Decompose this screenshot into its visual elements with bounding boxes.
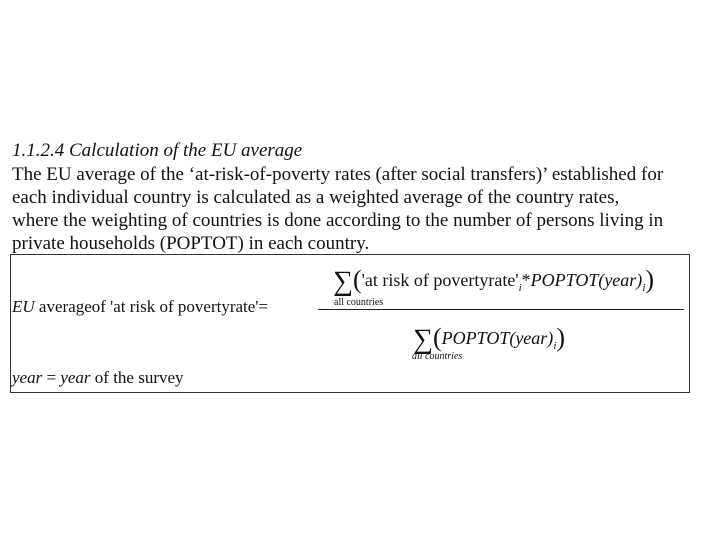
numerator-year: (year) — [598, 270, 643, 290]
sum-symbol: ∑ — [413, 324, 433, 355]
paragraph-line: each individual country is calculated as a weighted average of the country rates, — [12, 187, 620, 208]
footnote-year2: year — [60, 368, 91, 387]
formula-lhs — [12, 297, 268, 317]
close-paren: ) — [556, 323, 566, 352]
numerator-poptot: POPTOT — [530, 270, 599, 290]
numerator-limit: all countries — [334, 297, 384, 308]
formula-footnote — [12, 368, 184, 388]
numerator-times: * — [521, 270, 531, 290]
paragraph-line: The EU average of the ‘at-risk-of-poverty rates (after social transfers)’ established for — [12, 164, 664, 185]
formula-numerator — [333, 262, 655, 297]
open-paren: ( — [432, 323, 442, 352]
formula-lhs-eu: EU — [12, 297, 35, 316]
sum-symbol: ∑ — [333, 266, 353, 297]
denominator-year: (year) — [509, 328, 554, 348]
open-paren: ( — [352, 265, 362, 294]
paragraph — [12, 163, 712, 255]
paragraph-line: where the weighting of countries is done according to the number of persons living in — [12, 210, 664, 231]
footnote-text: of the survey — [90, 368, 184, 387]
numerator-rate: 'at risk of povertyrate' — [361, 270, 519, 290]
section-heading: 1.1.2.4 Calculation of the EU average — [12, 140, 303, 161]
numerator-year-sub: i — [642, 282, 646, 294]
footnote-equals: = — [42, 368, 61, 387]
close-paren: ) — [645, 265, 655, 294]
paragraph-line: private households (POPTOT) in each country. — [12, 233, 370, 254]
formula-lhs-text: averageof 'at risk of povertyrate'= — [34, 297, 268, 316]
denominator-limit: all countries — [412, 351, 463, 362]
footnote-year: year — [12, 368, 43, 387]
denominator-year-sub: i — [553, 340, 557, 352]
fraction-bar — [318, 309, 684, 310]
denominator-poptot: POPTOT — [441, 328, 510, 348]
numerator-rate-sub: i — [518, 282, 522, 294]
formula-denominator — [413, 320, 566, 355]
